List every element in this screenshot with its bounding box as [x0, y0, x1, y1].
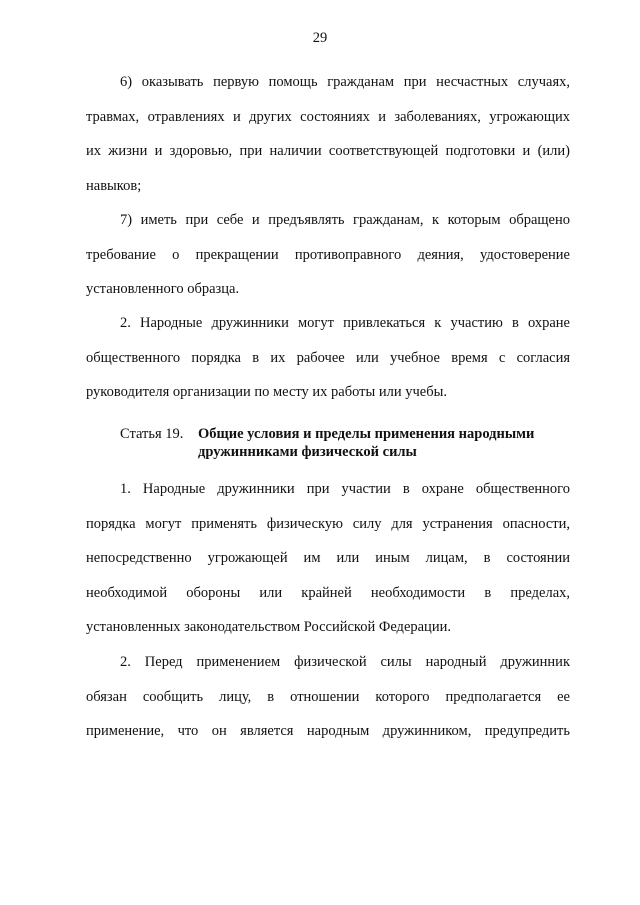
text-line: 2. Народные дружинники могут привлекаться к участию в охране: [120, 315, 570, 331]
text-line: их жизни и здоровью, при наличии соответствующей подготовки и (или): [86, 143, 570, 159]
text-line: обязан сообщить лицу, в отношении которого предполагается ее: [86, 688, 570, 705]
text-line: порядка могут применять физическую силу для устранения опасности,: [86, 515, 570, 532]
paragraph-point-2: [86, 306, 570, 410]
article-title-line: дружинниками физической силы: [198, 444, 417, 460]
article-title: [198, 425, 578, 461]
paragraph-item-7: [86, 203, 570, 307]
article-title-line: Общие условия и пределы применения народными: [198, 426, 535, 442]
text-line: травмах, отравлениях и других состояниях и заболеваниях, угрожающих: [86, 108, 570, 125]
text-line: необходимой обороны или крайней необходимости в пределах,: [86, 584, 570, 601]
text-line: 6) оказывать первую помощь гражданам при несчастных случаях,: [120, 74, 570, 90]
paragraph-item-6: [86, 65, 570, 203]
text-line: руководителя организации по месту их работы или учебы.: [86, 384, 447, 400]
text-line: требование о прекращении противоправного деяния, удостоверение: [86, 246, 570, 263]
text-line: навыков;: [86, 177, 142, 194]
article-label: Статья 19.: [120, 426, 184, 442]
page-number: 29: [312, 30, 328, 46]
text-line: установленных законодательством Российской Федерации.: [86, 619, 451, 635]
text-line: 1. Народные дружинники при участии в охране общественного: [120, 481, 570, 497]
text-line: 2. Перед применением физической силы народный дружинник: [120, 654, 570, 670]
article-paragraph-1: [86, 472, 570, 645]
text-line: общественного порядка в их рабочее или учебное время с согласия: [86, 349, 570, 366]
text-line: применение, что он является народным дружинником, предупредить: [86, 723, 570, 739]
article-paragraph-2: [86, 645, 570, 749]
text-line: непосредственно угрожающей им или иным лицам, в состоянии: [86, 550, 570, 566]
text-line: 7) иметь при себе и предъявлять гражданам, к которым обращено: [120, 212, 570, 228]
text-line: установленного образца.: [86, 281, 240, 297]
